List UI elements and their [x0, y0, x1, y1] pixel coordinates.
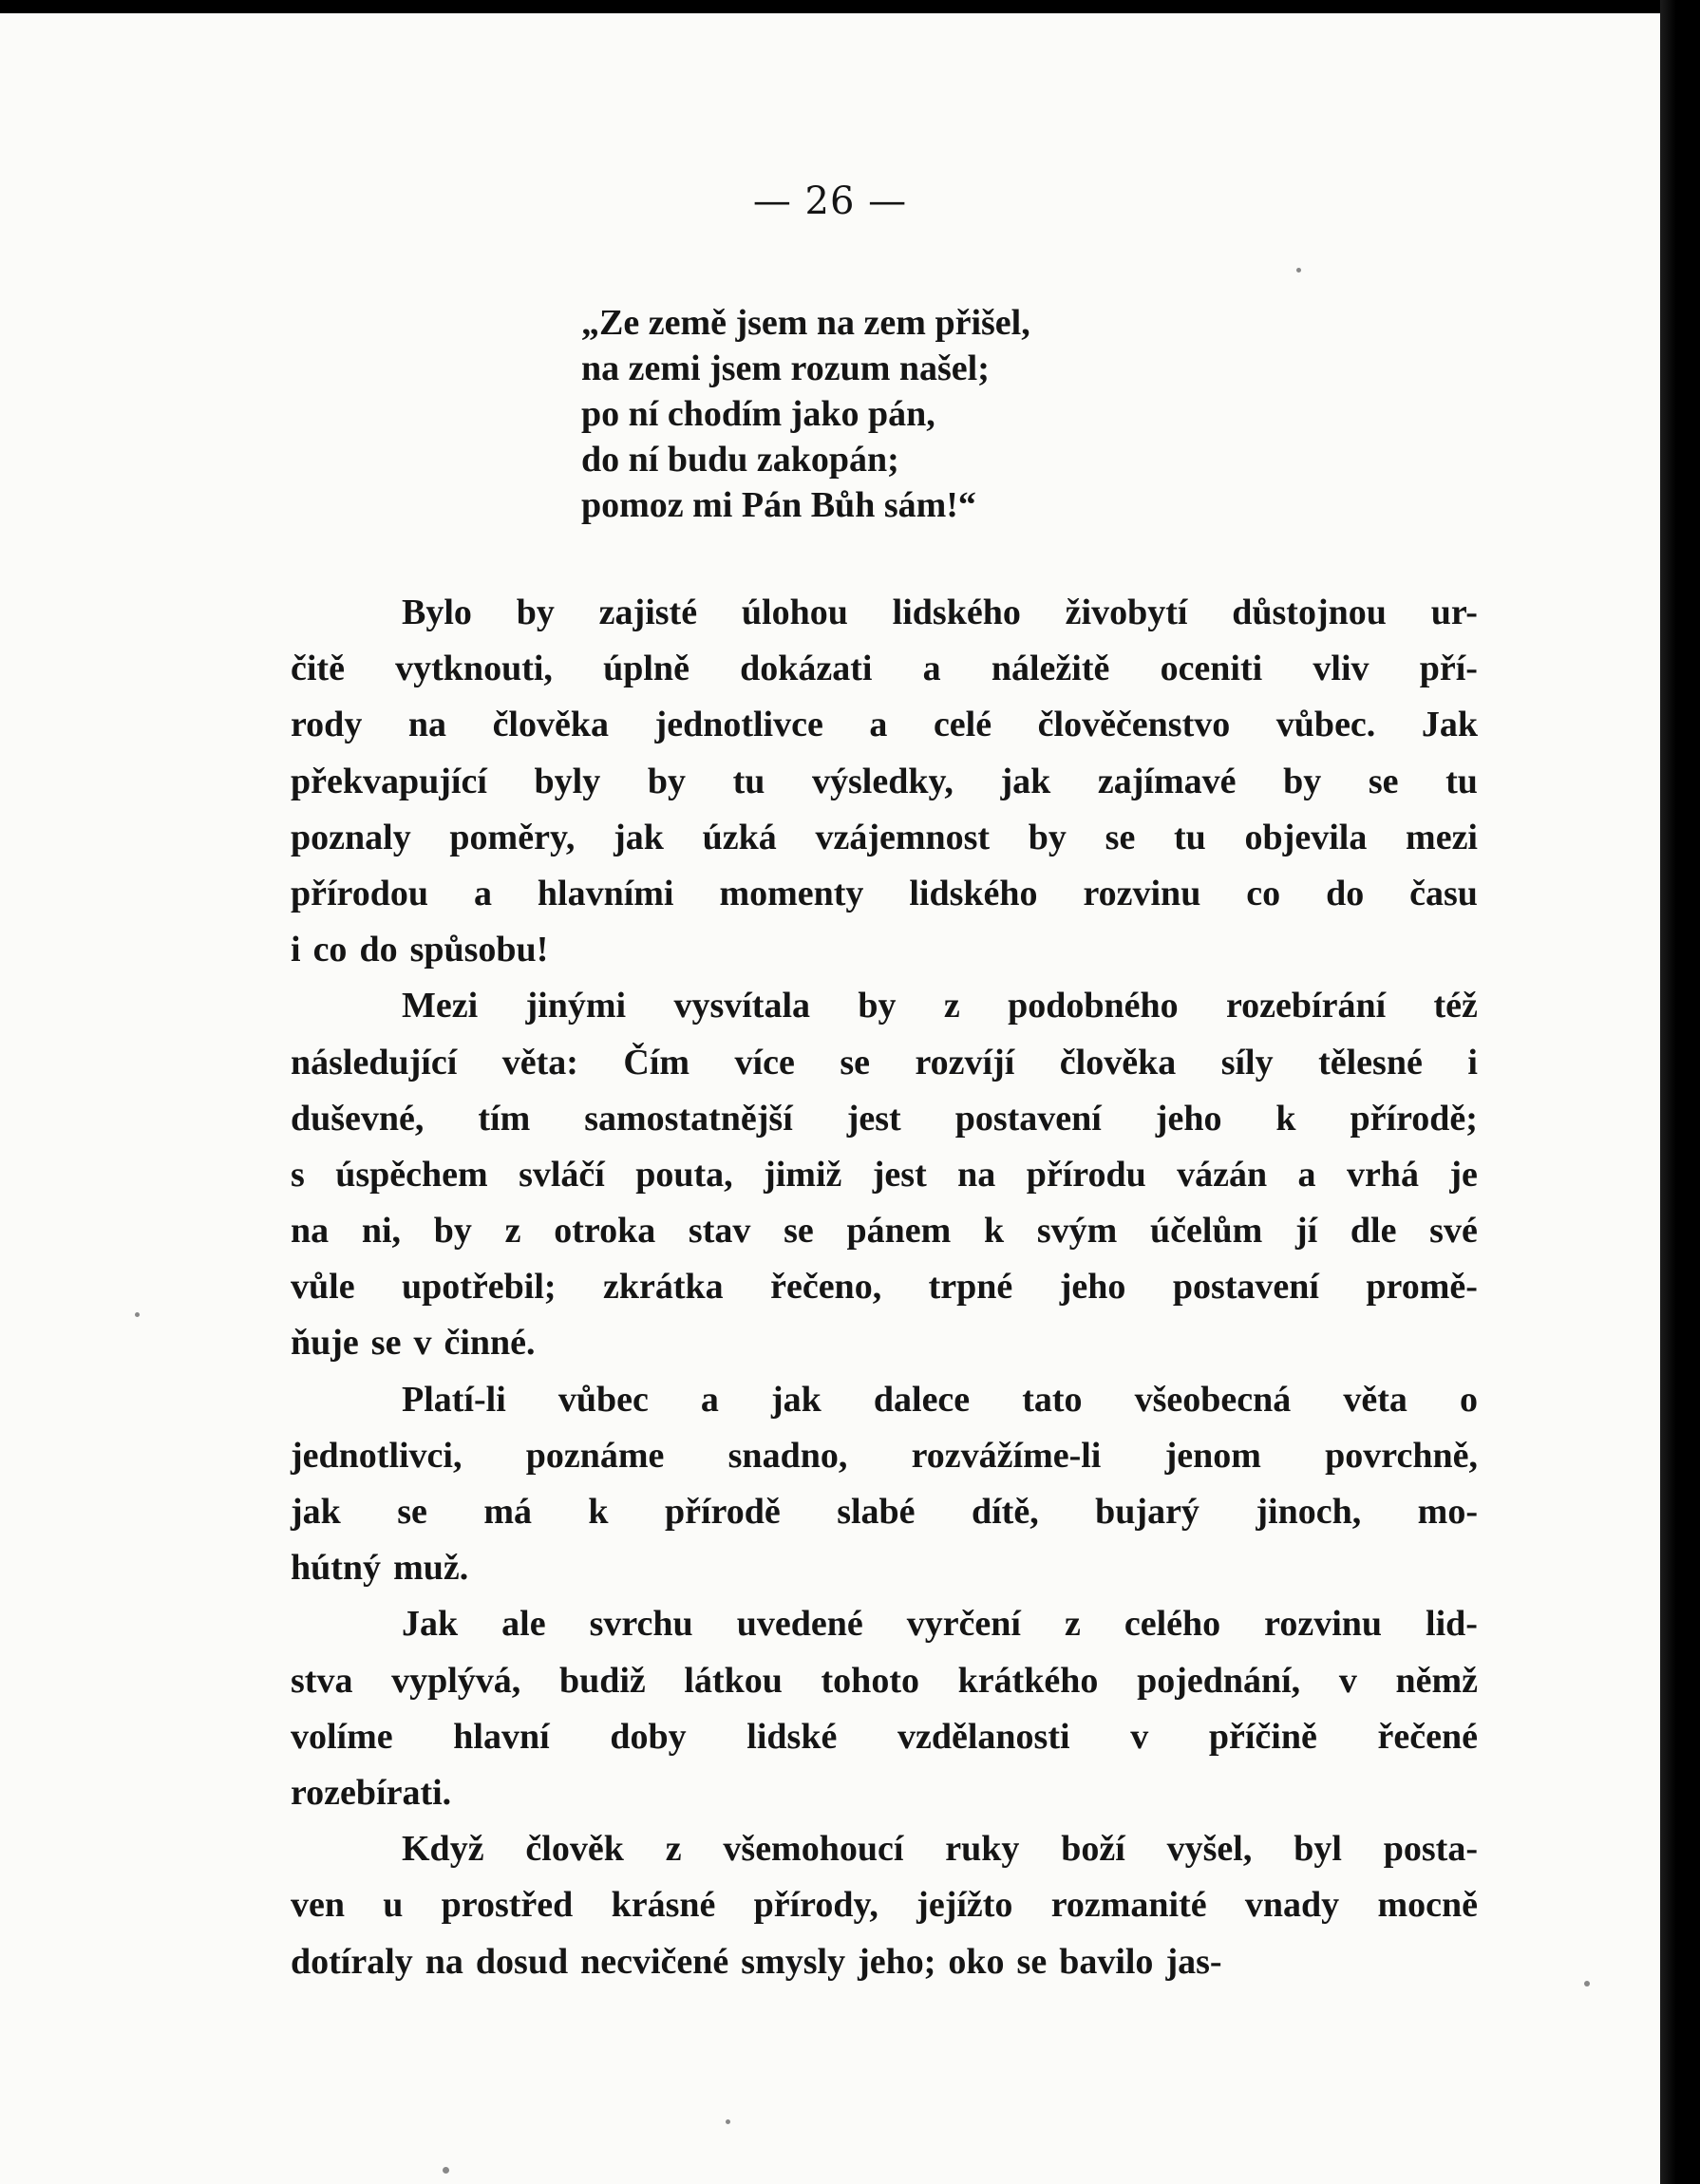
word: člověka	[1059, 1042, 1177, 1083]
word: přírodou	[291, 873, 429, 913]
word: poznaly	[291, 817, 411, 857]
word: povrchně,	[1325, 1435, 1478, 1476]
word: rozvíjí	[915, 1042, 1015, 1083]
word: látkou	[684, 1660, 783, 1701]
word: čitě	[291, 649, 345, 689]
word: pří-	[1419, 649, 1478, 689]
word: k	[588, 1492, 609, 1532]
text-line	[291, 978, 1478, 1034]
word: všeobecná	[1134, 1379, 1292, 1420]
word: se	[370, 1323, 402, 1364]
word: ruky	[945, 1829, 1020, 1870]
text-line	[291, 1596, 1478, 1652]
word: na	[957, 1154, 996, 1195]
word: postavení	[1172, 1267, 1319, 1308]
word: přírodě;	[1350, 1098, 1478, 1139]
word: jí	[1294, 1211, 1318, 1252]
word: spůsobu!	[409, 930, 549, 970]
word: posta-	[1383, 1829, 1478, 1870]
word: smysly	[741, 1941, 846, 1982]
speck-mark	[1296, 268, 1301, 273]
word: jinými	[525, 986, 627, 1026]
word: poměry,	[449, 817, 576, 857]
word: účelům	[1150, 1211, 1263, 1252]
word: v	[1338, 1660, 1357, 1701]
word: řečeno,	[770, 1267, 882, 1308]
word: tohoto	[821, 1660, 919, 1701]
verse-line: po ní chodím jako pán,	[581, 394, 935, 434]
word: a	[869, 705, 888, 745]
word: tato	[1022, 1379, 1083, 1420]
word: promě-	[1366, 1267, 1478, 1308]
word: duševné,	[291, 1098, 425, 1139]
word: Jak	[1421, 705, 1478, 745]
verse-block	[581, 300, 1246, 528]
word: jimiž	[764, 1154, 842, 1195]
verse-line: pomoz mi Pán Bůh sám!“	[581, 485, 976, 525]
word: postavení	[954, 1098, 1102, 1139]
word: vliv	[1313, 649, 1369, 689]
verse-line: na zemi jsem rozum našel;	[581, 348, 990, 388]
word: lid-	[1426, 1604, 1478, 1645]
word: na	[407, 705, 447, 745]
word: vyrčení	[906, 1604, 1021, 1645]
word: jednotlivce	[654, 705, 823, 745]
word: jejížto	[916, 1885, 1013, 1926]
word: Když	[402, 1829, 484, 1870]
word: mocně	[1377, 1885, 1478, 1926]
speck-mark	[1584, 1981, 1590, 1986]
word: zajisté	[598, 593, 698, 632]
word: tu	[1174, 817, 1206, 857]
text-line	[291, 1877, 1478, 1933]
word: slabé	[837, 1492, 916, 1532]
speck-mark	[726, 2119, 730, 2124]
word: trpné	[928, 1267, 1013, 1308]
text-line	[291, 1315, 1478, 1371]
text-line	[291, 922, 1478, 978]
word: svláčí	[519, 1154, 605, 1195]
text-line	[291, 1540, 1478, 1596]
word: překvapující	[291, 761, 487, 801]
word: se	[840, 1042, 870, 1083]
word: jeho;	[858, 1941, 936, 1982]
word: a	[473, 873, 492, 913]
word: svrchu	[589, 1604, 693, 1645]
word: rozvinu	[1264, 1604, 1383, 1645]
word: tělesné	[1318, 1042, 1423, 1083]
word: rozvinu	[1083, 873, 1201, 913]
word: z	[665, 1829, 682, 1870]
word: by	[647, 761, 686, 801]
word: živobytí	[1065, 593, 1188, 632]
word: jas-	[1165, 1941, 1222, 1982]
word: tu	[732, 761, 765, 801]
word: lidského	[892, 593, 1021, 632]
word: rozvážíme-li	[911, 1435, 1102, 1476]
word: člověka	[492, 705, 609, 745]
word: úzká	[702, 817, 777, 857]
word: u	[383, 1885, 404, 1926]
word: bujarý	[1095, 1492, 1199, 1532]
word: jak	[771, 1379, 822, 1420]
text-line	[291, 754, 1478, 810]
word: pouta,	[635, 1154, 733, 1195]
word: dalece	[873, 1379, 971, 1420]
word: celého	[1124, 1604, 1221, 1645]
word: by	[516, 593, 555, 632]
word: upotřebil;	[402, 1267, 557, 1308]
word: rozmanité	[1050, 1885, 1207, 1926]
word: Platí-li	[402, 1379, 506, 1420]
word: jeho	[1059, 1267, 1126, 1308]
word: úplně	[603, 649, 689, 689]
word: věta:	[501, 1042, 578, 1083]
word: o	[1459, 1379, 1478, 1420]
word: dítě,	[971, 1492, 1039, 1532]
word: jednotlivci,	[291, 1435, 463, 1476]
verse-line: do ní budu zakopán;	[581, 440, 899, 480]
word: vůbec.	[1275, 705, 1376, 745]
word: zajímavé	[1097, 761, 1237, 801]
word: hlavními	[537, 873, 674, 913]
word: by	[433, 1211, 472, 1252]
word: činné.	[444, 1323, 536, 1364]
word: dle	[1350, 1211, 1397, 1252]
word: lidského	[909, 873, 1038, 913]
word: úspěchem	[335, 1154, 488, 1195]
word: člověčenstvo	[1037, 705, 1231, 745]
word: přírodě	[665, 1492, 781, 1532]
word: a	[922, 649, 941, 689]
word: volíme	[291, 1716, 393, 1757]
word: pánem	[846, 1211, 952, 1252]
word: krásné	[611, 1885, 716, 1926]
word: co	[1246, 873, 1281, 913]
word: Bylo	[402, 593, 472, 632]
word: je	[1449, 1154, 1478, 1195]
word: jest	[872, 1154, 927, 1195]
word: vůbec	[557, 1379, 649, 1420]
text-line	[291, 1203, 1478, 1259]
page-number: — 26 —	[752, 179, 908, 223]
text-line	[291, 1428, 1478, 1484]
word: důstojnou	[1232, 593, 1387, 632]
text-line	[291, 1821, 1478, 1877]
word: by	[1028, 817, 1067, 857]
text-line	[291, 1259, 1478, 1315]
word: vzájemnost	[815, 817, 991, 857]
word: oko	[948, 1941, 1005, 1982]
text-line	[291, 1091, 1478, 1147]
word: Mezi	[402, 986, 479, 1026]
word: věta	[1343, 1379, 1407, 1420]
word: vnady	[1244, 1885, 1340, 1926]
word: oceniti	[1160, 649, 1263, 689]
text-line	[291, 1484, 1478, 1540]
word: více	[734, 1042, 795, 1083]
word: vyšel,	[1166, 1829, 1253, 1870]
word: podobného	[1008, 986, 1179, 1026]
text-line	[291, 1147, 1478, 1203]
word: přírodu	[1026, 1154, 1146, 1195]
word: své	[1429, 1211, 1478, 1252]
text-line	[291, 1372, 1478, 1428]
word: vyplývá,	[391, 1660, 521, 1701]
word: se	[784, 1211, 814, 1252]
word: jak	[1000, 761, 1051, 801]
word: i	[1467, 1042, 1478, 1083]
word: náležitě	[991, 649, 1110, 689]
word: síly	[1220, 1042, 1274, 1083]
word: stav	[688, 1211, 751, 1252]
text-line	[291, 1035, 1478, 1091]
word: hlavní	[453, 1716, 550, 1757]
word: samostatnější	[584, 1098, 793, 1139]
speck-mark	[443, 2167, 449, 2174]
word: ňuje	[291, 1323, 359, 1364]
word: dotíraly	[291, 1941, 413, 1982]
text-line	[291, 866, 1478, 922]
word: do	[359, 930, 398, 970]
word: dokázati	[740, 649, 873, 689]
word: se	[1016, 1941, 1048, 1982]
word: momenty	[719, 873, 864, 913]
text-line	[291, 641, 1478, 697]
word: Jak	[402, 1604, 459, 1645]
text-line	[291, 810, 1478, 866]
word: vytknouti,	[395, 649, 553, 689]
word: mo-	[1417, 1492, 1478, 1532]
book-page	[0, 13, 1660, 2184]
word: uvedené	[736, 1604, 863, 1645]
word: bavilo	[1059, 1941, 1154, 1982]
word: tím	[478, 1098, 531, 1139]
word: přírody,	[753, 1885, 878, 1926]
word: řečené	[1377, 1716, 1478, 1757]
word: se	[1368, 761, 1399, 801]
word: svým	[1036, 1211, 1118, 1252]
text-line	[291, 1653, 1478, 1709]
text-line	[291, 1709, 1478, 1765]
word: se	[397, 1492, 427, 1532]
word: co	[312, 930, 348, 970]
word: i	[291, 930, 301, 970]
word: vázán	[1177, 1154, 1268, 1195]
word: otroka	[554, 1211, 656, 1252]
word: zkrátka	[603, 1267, 724, 1308]
word: poznáme	[525, 1435, 665, 1476]
word: jak	[614, 817, 664, 857]
text-line	[291, 697, 1478, 753]
word: na	[291, 1211, 330, 1252]
word: z	[943, 986, 960, 1026]
word: v	[1130, 1716, 1149, 1757]
word: stva	[291, 1660, 353, 1701]
word: celé	[933, 705, 992, 745]
word: k	[983, 1211, 1005, 1252]
word: výsledky,	[811, 761, 954, 801]
word: a	[700, 1379, 719, 1420]
word: by	[858, 986, 897, 1026]
word: k	[1275, 1098, 1296, 1139]
speck-mark	[135, 1312, 140, 1317]
word: hútný	[291, 1548, 382, 1589]
word: jest	[846, 1098, 901, 1139]
scan-edge	[1660, 0, 1700, 2184]
word: tu	[1445, 761, 1478, 801]
word: byl	[1294, 1829, 1342, 1870]
word: vrhá	[1346, 1154, 1419, 1195]
word: ale	[501, 1604, 546, 1645]
word: z	[504, 1211, 521, 1252]
word: následující	[291, 1042, 458, 1083]
word: se	[1105, 817, 1136, 857]
word: má	[483, 1492, 532, 1532]
text-line	[291, 585, 1478, 641]
word: času	[1409, 873, 1478, 913]
word: člověk	[525, 1829, 624, 1870]
word: lidské	[746, 1716, 838, 1757]
word: němž	[1395, 1660, 1478, 1701]
text-line	[291, 1765, 1478, 1821]
word: rozebírati.	[291, 1772, 452, 1813]
word: Čím	[623, 1042, 690, 1083]
word: by	[1283, 761, 1322, 801]
word: krátkého	[957, 1660, 1099, 1701]
word: budiž	[558, 1660, 646, 1701]
word: vysvítala	[673, 986, 810, 1026]
word: do	[1326, 873, 1365, 913]
word: boží	[1061, 1829, 1125, 1870]
word: byly	[534, 761, 601, 801]
word: s	[291, 1154, 305, 1195]
word: jinoch,	[1256, 1492, 1362, 1532]
word: jak	[291, 1492, 341, 1532]
word: necvičené	[580, 1941, 729, 1982]
prose-body	[291, 585, 1478, 1990]
word: rozebírání	[1226, 986, 1387, 1026]
word: prostřed	[441, 1885, 574, 1926]
word: ni,	[361, 1211, 402, 1252]
word: vzdělanosti	[897, 1716, 1070, 1757]
word: v	[413, 1323, 432, 1364]
word: dosud	[475, 1941, 569, 1982]
word: a	[1297, 1154, 1316, 1195]
word: jeho	[1155, 1098, 1222, 1139]
word: objevila	[1244, 817, 1368, 857]
word: jenom	[1164, 1435, 1261, 1476]
word: pojednání,	[1137, 1660, 1301, 1701]
word: doby	[610, 1716, 687, 1757]
word: též	[1433, 986, 1478, 1026]
word: všemohoucí	[723, 1829, 904, 1870]
word: ur-	[1430, 593, 1478, 632]
word: úlohou	[741, 593, 848, 632]
word: ven	[291, 1885, 345, 1926]
word: na	[425, 1941, 463, 1982]
word: z	[1064, 1604, 1081, 1645]
word: mezi	[1406, 817, 1478, 857]
verse-line: „Ze země jsem na zem přišel,	[581, 303, 1030, 343]
word: vůle	[291, 1267, 355, 1308]
word: příčině	[1208, 1716, 1317, 1757]
word: muž.	[393, 1548, 469, 1589]
text-line	[291, 1934, 1478, 1990]
word: snadno,	[727, 1435, 848, 1476]
word: rody	[291, 705, 363, 745]
